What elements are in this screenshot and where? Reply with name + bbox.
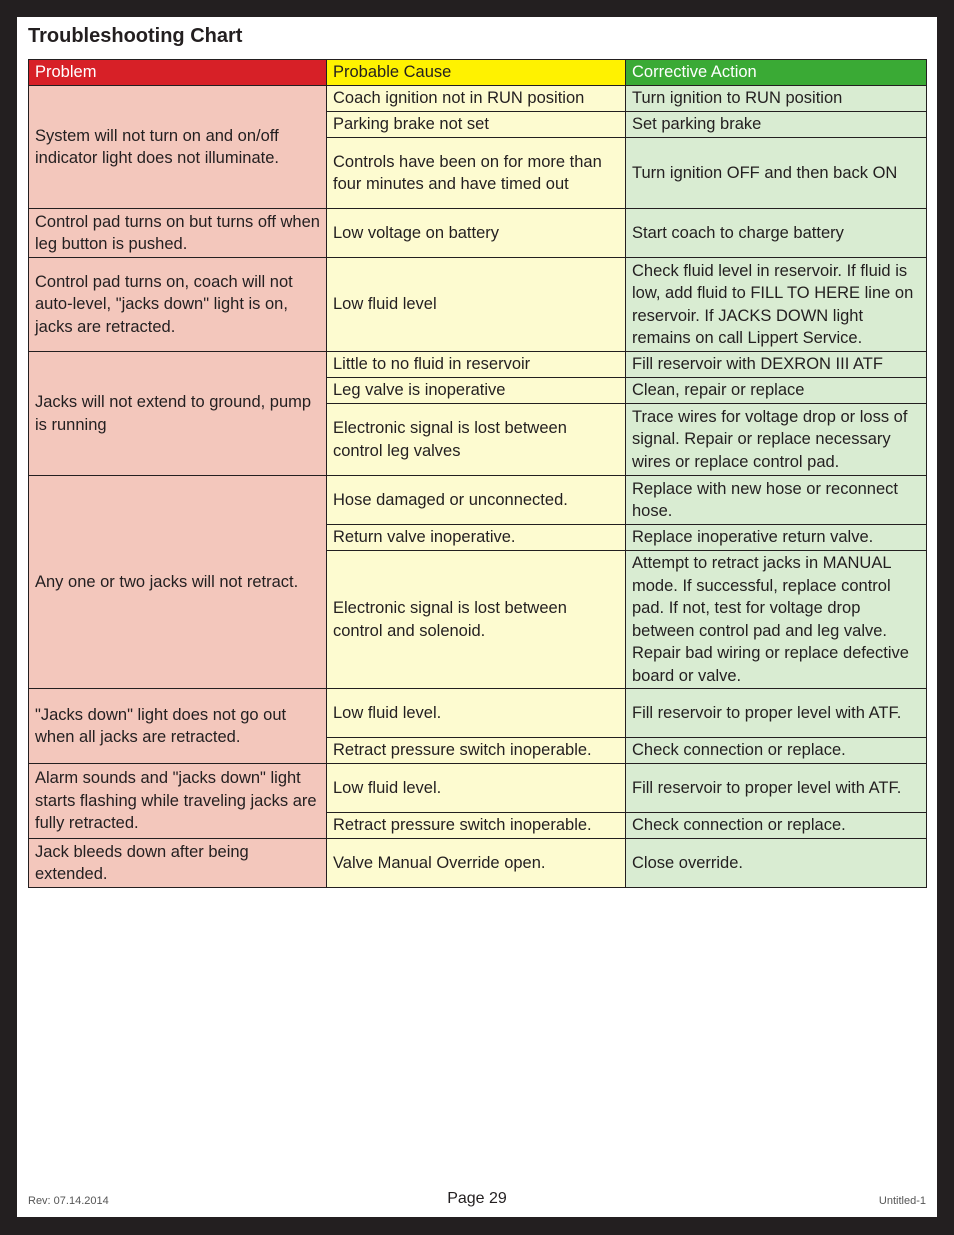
- cause-cell: Controls have been on for more than four minutes and have timed out: [327, 138, 626, 209]
- troubleshooting-table: [28, 59, 927, 888]
- cause-cell: Low fluid level.: [327, 764, 626, 813]
- action-cell: Check connection or replace.: [626, 813, 927, 839]
- cause-cell: Parking brake not set: [327, 112, 626, 138]
- document-page: [17, 17, 937, 1217]
- cause-cell: Return valve inoperative.: [327, 525, 626, 551]
- problem-cell: Control pad turns on, coach will not auto-level, "jacks down" light is on, jacks are retracted.: [29, 258, 327, 352]
- file-name-label: Untitled-1: [878, 1195, 926, 1207]
- problem-cell: Control pad turns on but turns off when leg button is pushed.: [29, 209, 327, 258]
- table-row: [29, 209, 927, 258]
- action-cell: Check connection or replace.: [626, 738, 927, 764]
- table-row: [29, 476, 927, 525]
- table-row: [29, 86, 927, 112]
- cause-cell: Valve Manual Override open.: [327, 839, 626, 888]
- table-row: [29, 764, 927, 813]
- table-row: [29, 258, 927, 352]
- action-cell: Start coach to charge battery: [626, 209, 927, 258]
- cause-cell: Little to no fluid in reservoir: [327, 352, 626, 378]
- action-cell: Close override.: [626, 839, 927, 888]
- header-problem: Problem: [29, 60, 327, 86]
- cause-cell: Hose damaged or unconnected.: [327, 476, 626, 525]
- page-title: Troubleshooting Chart: [28, 25, 243, 47]
- cause-cell: Retract pressure switch inoperable.: [327, 813, 626, 839]
- header-probable-cause: Probable Cause: [327, 60, 626, 86]
- action-cell: Fill reservoir to proper level with ATF.: [626, 764, 927, 813]
- action-cell: Clean, repair or replace: [626, 378, 927, 404]
- action-cell: Turn ignition OFF and then back ON: [626, 138, 927, 209]
- cause-cell: Low voltage on battery: [327, 209, 626, 258]
- problem-cell: "Jacks down" light does not go out when all jacks are retracted.: [29, 689, 327, 764]
- problem-cell: Jacks will not extend to ground, pump is running: [29, 352, 327, 476]
- table-row: [29, 352, 927, 378]
- cause-cell: Low fluid level: [327, 258, 626, 352]
- cause-cell: Low fluid level.: [327, 689, 626, 738]
- table-row: [29, 689, 927, 738]
- action-cell: Attempt to retract jacks in MANUAL mode. If successful, replace control pad. If not, test for voltage drop between control pad and leg valve. Repair bad wiring or replace defective board or valve.: [626, 551, 927, 689]
- problem-cell: Jack bleeds down after being extended.: [29, 839, 327, 888]
- table-header-row: [29, 60, 927, 86]
- cause-cell: Retract pressure switch inoperable.: [327, 738, 626, 764]
- action-cell: Turn ignition to RUN position: [626, 86, 927, 112]
- cause-cell: Electronic signal is lost between control and solenoid.: [327, 551, 626, 689]
- cause-cell: Coach ignition not in RUN position: [327, 86, 626, 112]
- action-cell: Check fluid level in reservoir. If fluid is low, add fluid to FILL TO HERE line on reservoir. If JACKS DOWN light remains on call Lippert Service.: [626, 258, 927, 352]
- cause-cell: Leg valve is inoperative: [327, 378, 626, 404]
- table-row: [29, 839, 927, 888]
- problem-cell: Any one or two jacks will not retract.: [29, 476, 327, 689]
- action-cell: Replace inoperative return valve.: [626, 525, 927, 551]
- action-cell: Set parking brake: [626, 112, 927, 138]
- action-cell: Fill reservoir to proper level with ATF.: [626, 689, 927, 738]
- action-cell: Replace with new hose or reconnect hose.: [626, 476, 927, 525]
- action-cell: Fill reservoir with DEXRON III ATF: [626, 352, 927, 378]
- action-cell: Trace wires for voltage drop or loss of signal. Repair or replace necessary wires or replace control pad.: [626, 404, 927, 476]
- cause-cell: Electronic signal is lost between control leg valves: [327, 404, 626, 476]
- header-corrective-action: Corrective Action: [626, 60, 927, 86]
- problem-cell: System will not turn on and on/off indicator light does not illuminate.: [29, 86, 327, 209]
- revision-label: Rev: 07.14.2014: [28, 1195, 109, 1207]
- page-number: Page 29: [447, 1190, 507, 1207]
- problem-cell: Alarm sounds and "jacks down" light starts flashing while traveling jacks are fully retracted.: [29, 764, 327, 839]
